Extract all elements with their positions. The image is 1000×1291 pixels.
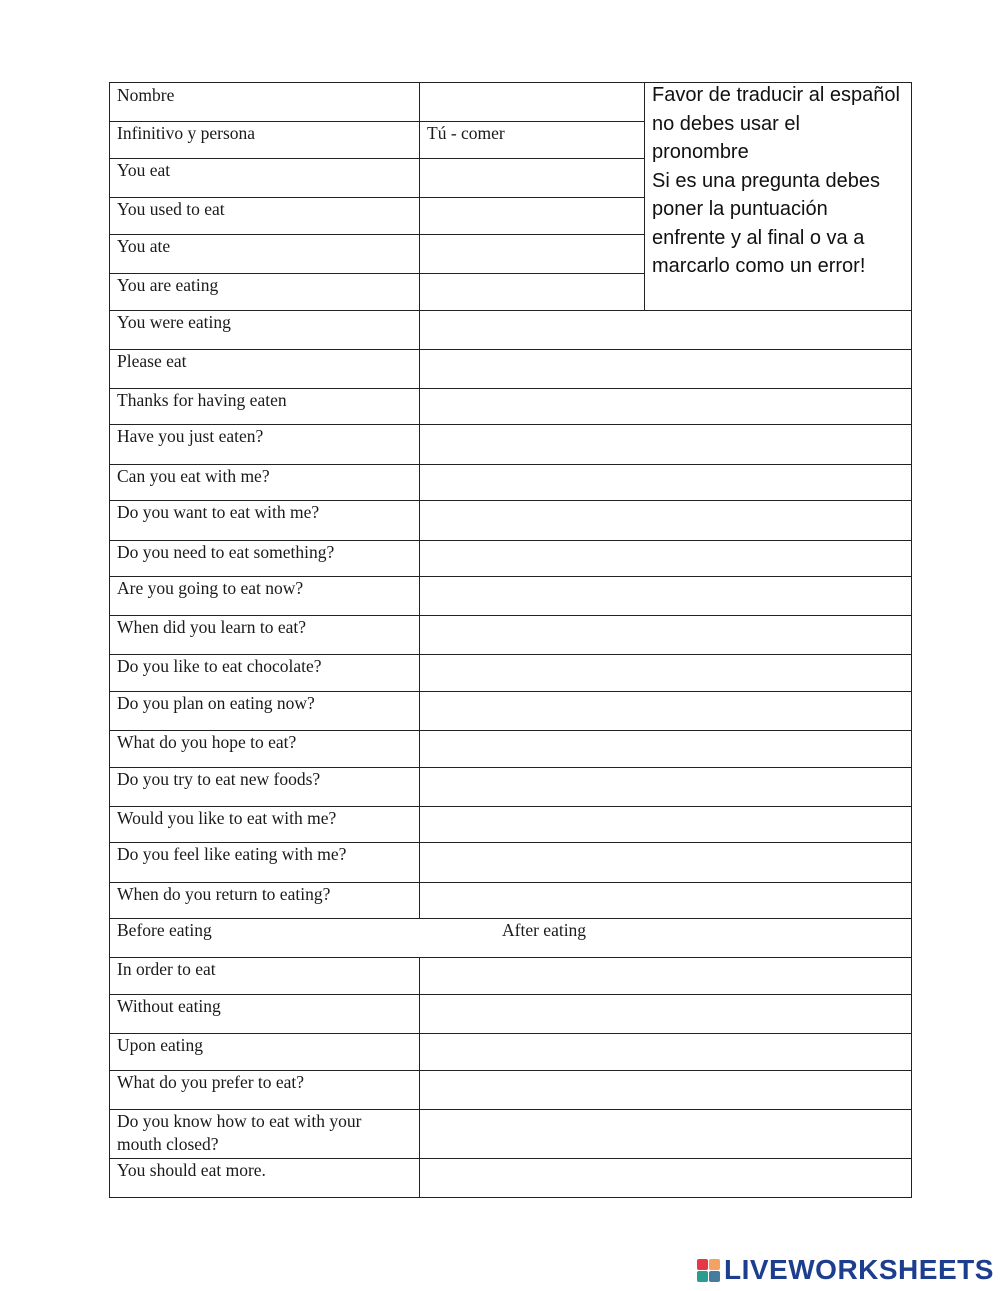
- table-rule: [109, 1197, 912, 1198]
- answer-input[interactable]: [420, 807, 910, 841]
- prompt-label: You were eating: [117, 312, 231, 332]
- name-label: Nombre: [117, 85, 175, 105]
- answer-input[interactable]: [420, 1071, 910, 1108]
- liveworksheets-logo: [697, 1254, 994, 1286]
- infinitive-label: Infinitivo y persona: [117, 123, 256, 143]
- answer-input[interactable]: [420, 541, 910, 575]
- logo-block: [697, 1271, 708, 1282]
- answer-input[interactable]: [420, 425, 910, 463]
- prompt-label: Do you like to eat chocolate?: [117, 656, 322, 676]
- prompt-label: Have you just eaten?: [117, 426, 264, 446]
- prompt-label: Please eat: [117, 351, 187, 371]
- prompt-label: You should eat more.: [117, 1160, 266, 1180]
- logo-icon: [697, 1259, 720, 1282]
- prompt-label: You are eating: [117, 275, 219, 295]
- answer-input[interactable]: [420, 501, 910, 539]
- prompt-label: What do you prefer to eat?: [117, 1072, 305, 1092]
- answer-input[interactable]: [420, 655, 910, 690]
- prompt-label: Do you need to eat something?: [117, 542, 335, 562]
- answer-input[interactable]: [420, 843, 910, 881]
- instructions-text-2: Si es una pregunta debes poner la puntuación enfrente y al final o va a marcarlo como un error!: [652, 169, 880, 277]
- answer-input[interactable]: [420, 389, 910, 423]
- prompt-label: Without eating: [117, 996, 221, 1016]
- prompt-label: Do you try to eat new foods?: [117, 769, 321, 789]
- answer-input[interactable]: [420, 768, 910, 805]
- answer-input[interactable]: [420, 1034, 910, 1069]
- instructions-text-1: Favor de traducir al español no debes usar el pronombre: [652, 84, 900, 163]
- name-input[interactable]: [420, 83, 643, 120]
- logo-block: [709, 1259, 720, 1270]
- answer-input[interactable]: [420, 1159, 910, 1196]
- table-divider: [911, 82, 912, 1198]
- prompt-label: Do you plan on eating now?: [117, 693, 315, 713]
- prompt-label: Upon eating: [117, 1035, 204, 1055]
- table-divider: [109, 82, 110, 1198]
- infinitive-value: Tú - comer: [427, 123, 505, 143]
- answer-input[interactable]: [420, 616, 910, 653]
- prompt-label: You used to eat: [117, 199, 225, 219]
- prompt-label: In order to eat: [117, 959, 216, 979]
- prompt-label: What do you hope to eat?: [117, 732, 297, 752]
- prompt-label: Are you going to eat now?: [117, 578, 304, 598]
- answer-input[interactable]: [420, 274, 643, 309]
- logo-block: [709, 1271, 720, 1282]
- answer-input[interactable]: [420, 577, 910, 614]
- answer-input[interactable]: [420, 1110, 910, 1157]
- prompt-label: Do you want to eat with me?: [117, 502, 320, 522]
- prompt-label: You ate: [117, 236, 171, 256]
- instructions-box: [652, 81, 902, 281]
- prompt-label: Do you feel like eating with me?: [117, 844, 347, 864]
- answer-input[interactable]: [420, 198, 643, 233]
- answer-input[interactable]: [420, 692, 910, 729]
- logo-block: [697, 1259, 708, 1270]
- answer-input[interactable]: [420, 311, 910, 348]
- split-row-left-label: Before eating: [117, 920, 212, 940]
- prompt-label: Would you like to eat with me?: [117, 808, 337, 828]
- answer-input[interactable]: [420, 995, 910, 1032]
- answer-input[interactable]: [420, 958, 910, 993]
- split-row-right-label: After eating: [502, 920, 587, 940]
- logo-text: LIVEWORKSHEETS: [724, 1254, 994, 1285]
- answer-input[interactable]: [420, 731, 910, 766]
- answer-input[interactable]: [420, 350, 910, 387]
- prompt-label: Thanks for having eaten: [117, 390, 287, 410]
- answer-input[interactable]: [420, 235, 643, 272]
- prompt-label: You eat: [117, 160, 171, 180]
- answer-input[interactable]: [420, 159, 643, 196]
- table-divider: [644, 82, 645, 310]
- prompt-label: When did you learn to eat?: [117, 617, 307, 637]
- prompt-label: When do you return to eating?: [117, 884, 331, 904]
- answer-input[interactable]: [420, 883, 910, 917]
- prompt-label: Can you eat with me?: [117, 466, 270, 486]
- answer-input[interactable]: [420, 465, 910, 499]
- prompt-label: Do you know how to eat with your mouth closed?: [117, 1111, 362, 1154]
